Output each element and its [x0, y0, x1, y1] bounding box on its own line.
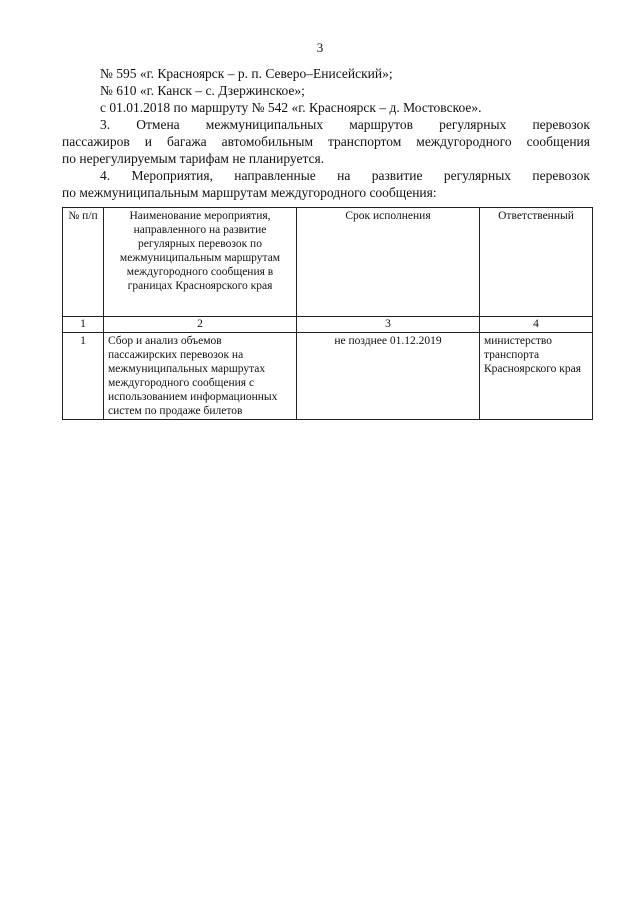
header-num: № п/п: [63, 208, 104, 317]
section-4-line-1: 4. Мероприятия, направленные на развитие регулярных перевозок: [100, 168, 590, 183]
column-number: 3: [297, 317, 480, 333]
table-row: [63, 333, 593, 420]
section-3-line-3: по нерегулируемым тарифам не планируется.: [62, 151, 325, 166]
section-3-line-1: 3. Отмена межмуниципальных маршрутов регулярных перевозок: [100, 117, 590, 132]
column-number: 4: [480, 317, 593, 333]
header-responsible: Ответственный: [480, 208, 593, 317]
route-542: с 01.01.2018 по маршруту № 542 «г. Красноярск – д. Мостовское».: [100, 100, 482, 115]
measures-table: [62, 207, 593, 420]
section-4-line-2: по межмуниципальным маршрутам междугородного сообщения:: [62, 185, 437, 200]
header-deadline: Срок исполнения: [297, 208, 480, 317]
column-number: 1: [63, 317, 104, 333]
row-measure: Сбор и анализ объемов пассажирских перевозок на межмуниципальных маршрутах междугородного сообщения с использованием информационных систем по продаже билетов: [104, 333, 297, 420]
column-number-row: [63, 317, 593, 333]
table-header-row: [63, 208, 593, 317]
row-num: 1: [63, 333, 104, 420]
header-measure: Наименование мероприятия, направленного на развитие регулярных перевозок по межмуниципальным маршрутам междугородного сообщения в границах Красноярского края: [104, 208, 297, 317]
route-595: № 595 «г. Красноярск – р. п. Северо–Енисейский»;: [100, 66, 393, 81]
route-610: № 610 «г. Канск – с. Дзержинское»;: [100, 83, 305, 98]
column-number: 2: [104, 317, 297, 333]
row-deadline: не позднее 01.12.2019: [297, 333, 480, 420]
page-number: 3: [316, 40, 324, 55]
row-responsible: министерство транспорта Красноярского края: [480, 333, 593, 420]
section-3-line-2: пассажиров и багажа автомобильным транспортом междугородного сообщения: [62, 134, 590, 149]
